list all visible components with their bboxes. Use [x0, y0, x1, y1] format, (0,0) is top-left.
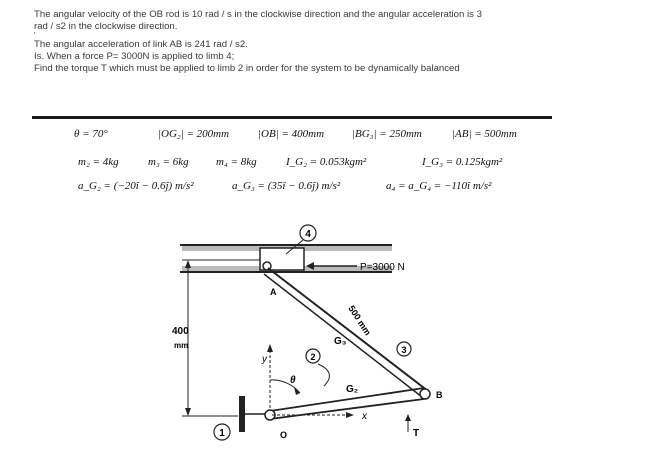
- given-m3: m₃ = 6kg: [148, 156, 189, 168]
- given-a4: a₄ = a_G₄ = −110î m/s²: [386, 180, 492, 192]
- mechanism-drawing: [32, 108, 552, 464]
- g3-label: G₃: [334, 336, 347, 347]
- theta-arrowhead: [294, 387, 300, 395]
- link2-number: 2: [310, 352, 316, 362]
- dimension-unit: mm: [174, 341, 189, 350]
- mechanism-figure: [32, 108, 552, 464]
- given-og2: |OG₂| = 200mm: [158, 128, 230, 140]
- link3-number: 3: [401, 345, 407, 355]
- given-ig3: I_G₃ = 0.125kgm²: [422, 156, 503, 168]
- pin-b: [420, 389, 430, 399]
- dimension-arrow-bottom: [185, 408, 191, 416]
- problem-line-3: ': [34, 31, 36, 40]
- link2-leader: [318, 364, 329, 386]
- point-a-label: A: [270, 287, 277, 297]
- problem-line-4: The angular acceleration of link AB is 241 rad / s2.: [34, 39, 248, 50]
- y-axis-arrowhead: [267, 344, 273, 352]
- given-ig2: I_G₂ = 0.053kgm²: [286, 156, 367, 168]
- dimension-value: 400: [172, 326, 189, 337]
- given-bg3: |BG₃| = 250mm: [352, 128, 422, 140]
- problem-line-5: Is. When a force P= 3000N is applied to limb 4;: [34, 51, 235, 62]
- x-label: x: [362, 411, 367, 422]
- height-dimension: [182, 260, 260, 416]
- problem-line-1: The angular velocity of the OB rod is 10 rad / s in the clockwise direction and the angular acceleration is 3: [34, 9, 482, 20]
- given-m4: m₄ = 8kg: [216, 156, 257, 168]
- x-axis-arrowhead: [346, 412, 354, 418]
- dimension-arrow-top: [185, 260, 191, 268]
- point-b-label: B: [436, 390, 443, 400]
- link1-number: 1: [219, 428, 225, 439]
- given-ob: |OB| = 400mm: [258, 128, 325, 140]
- given-ag2: a_G₂ = (−20î − 0.6ĵ) m/s²: [78, 180, 194, 192]
- link3-upper-edge: [268, 268, 428, 391]
- link3-length: 500 mm: [346, 303, 373, 338]
- given-theta: θ = 70°: [74, 128, 108, 140]
- point-o-label: O: [280, 430, 288, 440]
- theta-label: θ: [290, 375, 296, 386]
- given-m2: m₂ = 4kg: [78, 156, 119, 168]
- given-ab: |AB| = 500mm: [452, 128, 517, 140]
- problem-line-6: Find the torque T which must be applied to limb 2 in order for the system to be dynamically balanced: [34, 63, 460, 74]
- force-label: P=3000 N: [360, 262, 405, 273]
- torque-arrowhead: [405, 414, 411, 421]
- problem-line-2: rad / s2 in the clockwise direction.: [34, 21, 178, 32]
- y-label: y: [262, 354, 267, 365]
- g2-label: G₂: [346, 384, 359, 395]
- given-ag3: a_G₃ = (35î − 0.6ĵ) m/s²: [232, 180, 341, 192]
- torque-label: T: [413, 428, 420, 439]
- problem-statement: [34, 9, 594, 75]
- link4-number: 4: [305, 229, 311, 240]
